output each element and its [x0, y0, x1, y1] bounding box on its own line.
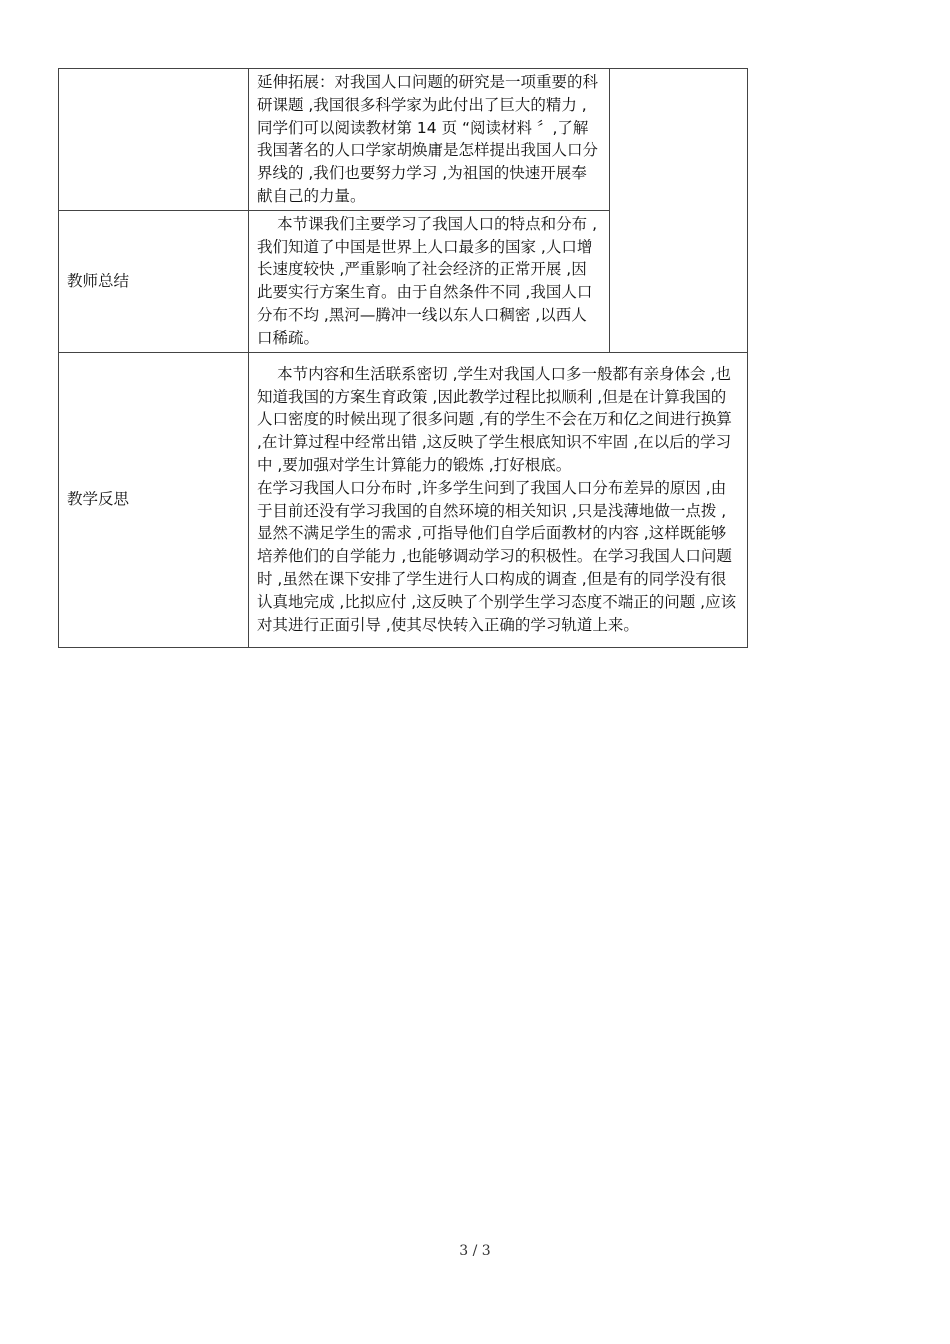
table-row — [59, 352, 748, 647]
extension-content — [249, 69, 610, 211]
table-row — [59, 69, 748, 211]
notes-cell — [610, 69, 748, 353]
reflection-paragraph-1: 本节内容和生活联系密切 ,学生对我国人口多一般都有亲身体会 ,也知道我国的方案生育政策 ,因此教学过程比拟顺利 ,但是在计算我国的人口密度的时候出现了很多问题 ,有的学生不会在万和亿之间进行换算 ,在计算过程中经常出错 ,这反映了学生根底知识不牢固 ,在以后的学习中 ,要加强对学生计算能力的锻炼 ,打好根底。 — [257, 364, 732, 474]
page-number: 3 / 3 — [459, 1243, 491, 1259]
row-label-empty — [59, 69, 249, 211]
teaching-reflection-label: 教学反思 — [59, 352, 249, 647]
teaching-reflection-content — [249, 352, 748, 647]
extension-text: 延伸拓展：对我国人口问题的研究是一项重要的科研课题 ,我国很多科学家为此付出了巨大的精力 ,同学们可以阅读教材第 14 页 “阅读材料 〞,了解我国著名的人口学家胡焕庸是怎样提出我国人口分界线的 ,我们也要努力学习 ,为祖国的快速开展奉献自己的力量。 — [257, 73, 599, 205]
teacher-summary-label: 教师总结 — [59, 210, 249, 352]
teacher-summary-text: 本节课我们主要学习了我国人口的特点和分布 ,我们知道了中国是世界上人口最多的国家 ,人口增长速度较快 ,严重影响了社会经济的正常开展 ,因此要实行方案生育。由于自然条件不同 ,我国人口分布不均 ,黑河—腾冲一线以东人口稠密 ,以西人口稀疏。 — [257, 214, 597, 347]
teacher-summary-content — [249, 210, 610, 352]
reflection-paragraph-2: 在学习我国人口分布时 ,许多学生问到了我国人口分布差异的原因 ,由于目前还没有学习我国的自然环境的相关知识 ,只是浅薄地做一点拨 ,显然不满足学生的需求 ,可指导他们自学后面教材的内容 ,这样既能够培养他们的自学能力 ,也能够调动学习的积极性。在学习我国人口问题时 ,虽然在课下安排了学生进行人口构成的调查 ,但是有的同学没有很认真地完成 ,比拟应付 ,这反映了个别学生学习态度不端正的问题 ,应该对其进行正面引导 ,使其尽快转入正确的学习轨道上来。 — [257, 478, 737, 634]
lesson-plan-table — [58, 68, 748, 648]
